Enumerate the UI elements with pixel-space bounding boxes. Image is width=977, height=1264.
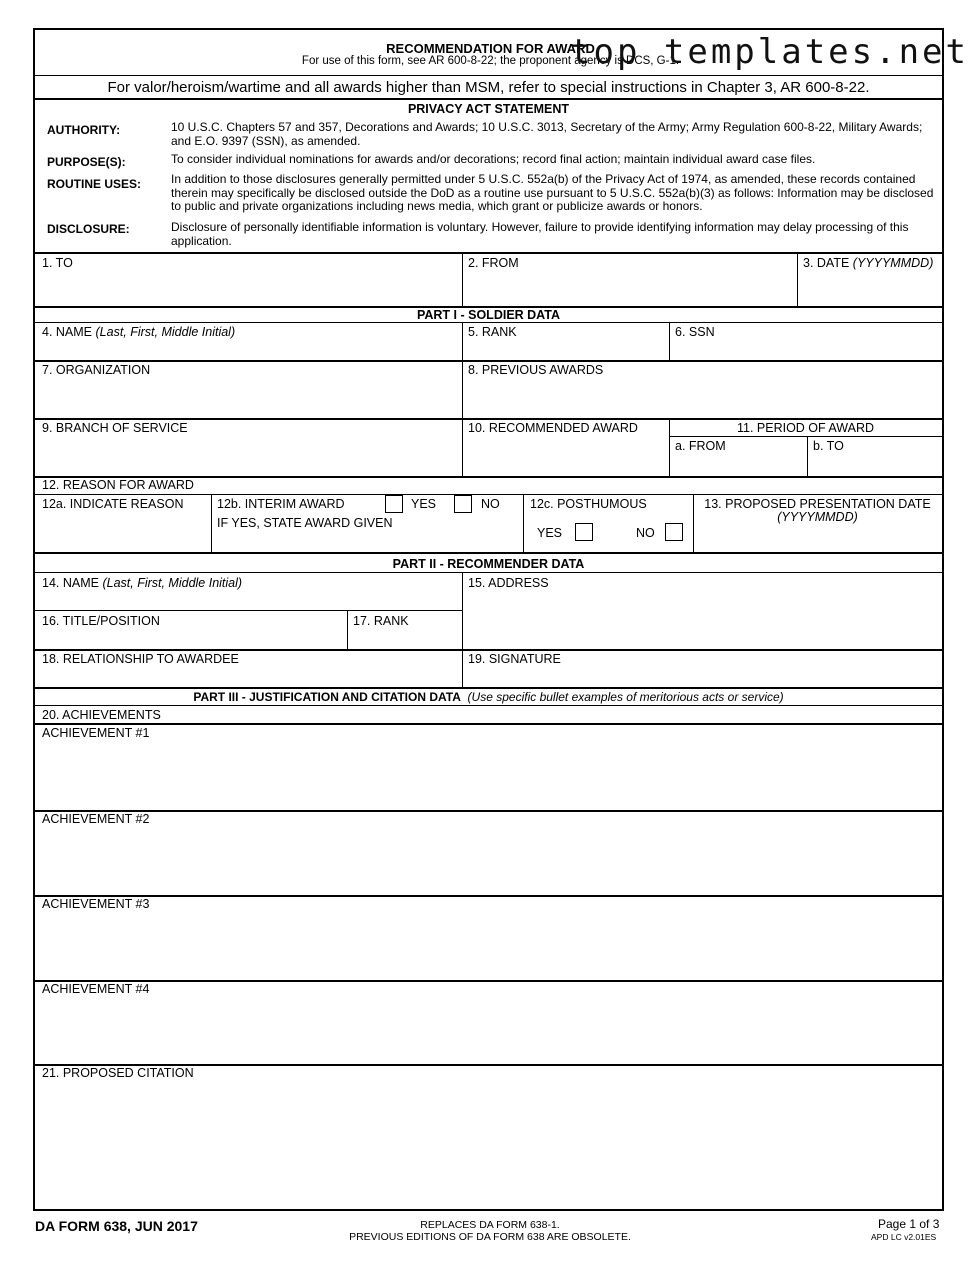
interim-no-checkbox[interactable] — [454, 495, 472, 513]
address-field[interactable]: 15. ADDRESS — [468, 576, 549, 590]
obsolete-note: PREVIOUS EDITIONS OF DA FORM 638 ARE OBSOLETE. — [349, 1231, 631, 1243]
watermark: top templates.net — [570, 32, 969, 72]
achievement-1-field[interactable]: ACHIEVEMENT #1 — [42, 726, 150, 740]
recommended-award-field[interactable]: 10. RECOMMENDED AWARD — [468, 421, 638, 435]
previous-awards-field[interactable]: 8. PREVIOUS AWARDS — [468, 363, 604, 377]
reason-heading: 12. REASON FOR AWARD — [42, 478, 194, 492]
organization-field[interactable]: 7. ORGANIZATION — [42, 363, 151, 377]
special-instruction: For valor/heroism/wartime and all awards higher than MSM, refer to special instructions in Chapter 3, AR 600-8-22. — [107, 79, 870, 96]
interim-yes-label: YES — [411, 497, 437, 511]
proposed-citation-field[interactable]: 21. PROPOSED CITATION — [42, 1066, 194, 1080]
proposed-date-field[interactable]: 13. PROPOSED PRESENTATION DATE — [704, 497, 931, 511]
authority-label: AUTHORITY: — [47, 123, 121, 137]
part1-heading: PART I - SOLDIER DATA — [416, 308, 561, 322]
form-title: RECOMMENDATION FOR AWARD — [386, 41, 595, 56]
part3-heading: PART III - JUSTIFICATION AND CITATION DATA (Use specific bullet examples of meritorious acts or service) — [193, 690, 784, 704]
interim-yes-checkbox[interactable] — [385, 495, 403, 513]
purpose-text: To consider individual nominations for awards and/or decorations; record final action; maintain individual award case files. — [171, 152, 816, 166]
name-field[interactable]: 4. NAME (Last, First, Middle Initial) — [42, 325, 236, 339]
date-field[interactable]: 3. DATE (YYYYMMDD) — [803, 256, 934, 270]
from-field[interactable]: 2. FROM — [468, 256, 519, 270]
period-to-field[interactable]: b. TO — [813, 439, 844, 453]
form-subtitle: For use of this form, see AR 600-8-22; the proponent agency is DCS, G-1. — [301, 55, 680, 67]
form-id: DA FORM 638, JUN 2017 — [35, 1218, 198, 1234]
achievement-3-field[interactable]: ACHIEVEMENT #3 — [42, 897, 150, 911]
posthumous-yes-checkbox[interactable] — [575, 523, 593, 541]
achievement-2-field[interactable]: ACHIEVEMENT #2 — [42, 812, 150, 826]
to-field[interactable]: 1. TO — [42, 256, 73, 270]
recommender-name-field[interactable]: 14. NAME (Last, First, Middle Initial) — [42, 576, 243, 590]
posthumous-label: 12c. POSTHUMOUS — [530, 497, 647, 511]
period-of-award: 11. PERIOD OF AWARD — [736, 421, 875, 435]
title-position-field[interactable]: 16. TITLE/POSITION — [42, 614, 160, 628]
purpose-label: PURPOSE(S): — [47, 155, 126, 169]
privacy-heading: PRIVACY ACT STATEMENT — [407, 102, 570, 116]
interim-award-label: 12b. INTERIM AWARD — [217, 497, 345, 511]
achievement-4-field[interactable]: ACHIEVEMENT #4 — [42, 982, 150, 996]
relationship-field[interactable]: 18. RELATIONSHIP TO AWARDEE — [42, 652, 239, 666]
proposed-date-format: (YYYYMMDD) — [777, 510, 858, 524]
interim-no-label: NO — [481, 497, 500, 511]
ssn-field[interactable]: 6. SSN — [675, 325, 715, 339]
disclosure-label: DISCLOSURE: — [47, 222, 130, 236]
award-form — [33, 28, 969, 1211]
recommender-rank-field[interactable]: 17. RANK — [353, 614, 409, 628]
indicate-reason-field[interactable]: 12a. INDICATE REASON — [42, 497, 184, 511]
authority-text: 10 U.S.C. Chapters 57 and 357, Decorations and Awards; 10 U.S.C. 3013, Secretary of the Army; Army Regulation 600-8-22, Military Awards; and E.O. 9397 (SSN), as amended. — [171, 120, 923, 148]
routine-uses-label: ROUTINE USES: — [47, 177, 142, 191]
posthumous-no-label: NO — [636, 526, 655, 540]
posthumous-yes-label: YES — [537, 526, 563, 540]
posthumous-no-checkbox[interactable] — [665, 523, 683, 541]
rank-field[interactable]: 5. RANK — [468, 325, 517, 339]
branch-field[interactable]: 9. BRANCH OF SERVICE — [42, 421, 188, 435]
page-number: Page 1 of 3 — [878, 1217, 940, 1231]
period-from-field[interactable]: a. FROM — [675, 439, 726, 453]
interim-award-given-field[interactable]: IF YES, STATE AWARD GIVEN — [217, 516, 393, 530]
part2-heading: PART II - RECOMMENDER DATA — [392, 557, 585, 571]
signature-field[interactable]: 19. SIGNATURE — [468, 652, 561, 666]
replaces-note: REPLACES DA FORM 638-1. — [420, 1219, 560, 1231]
routine-uses-text: In addition to those disclosures generally permitted under 5 U.S.C. 552a(b) of the Privacy Act of 1974, as amended, these records contained therein may specifically be disclosed outside the DoD as a routine use pursuant to 5 U.S.C. 552a(b)(3) as follows: Information may be disclosed to public and private organizations including news media, which grant or publicize awards or honors. — [171, 172, 934, 213]
version: APD LC v2.01ES — [871, 1232, 937, 1242]
disclosure-text: Disclosure of personally identifiable information is voluntary. However, failure to provide identifying information may delay processing of this application. — [171, 220, 909, 248]
achievements-heading: 20. ACHIEVEMENTS — [42, 708, 161, 722]
